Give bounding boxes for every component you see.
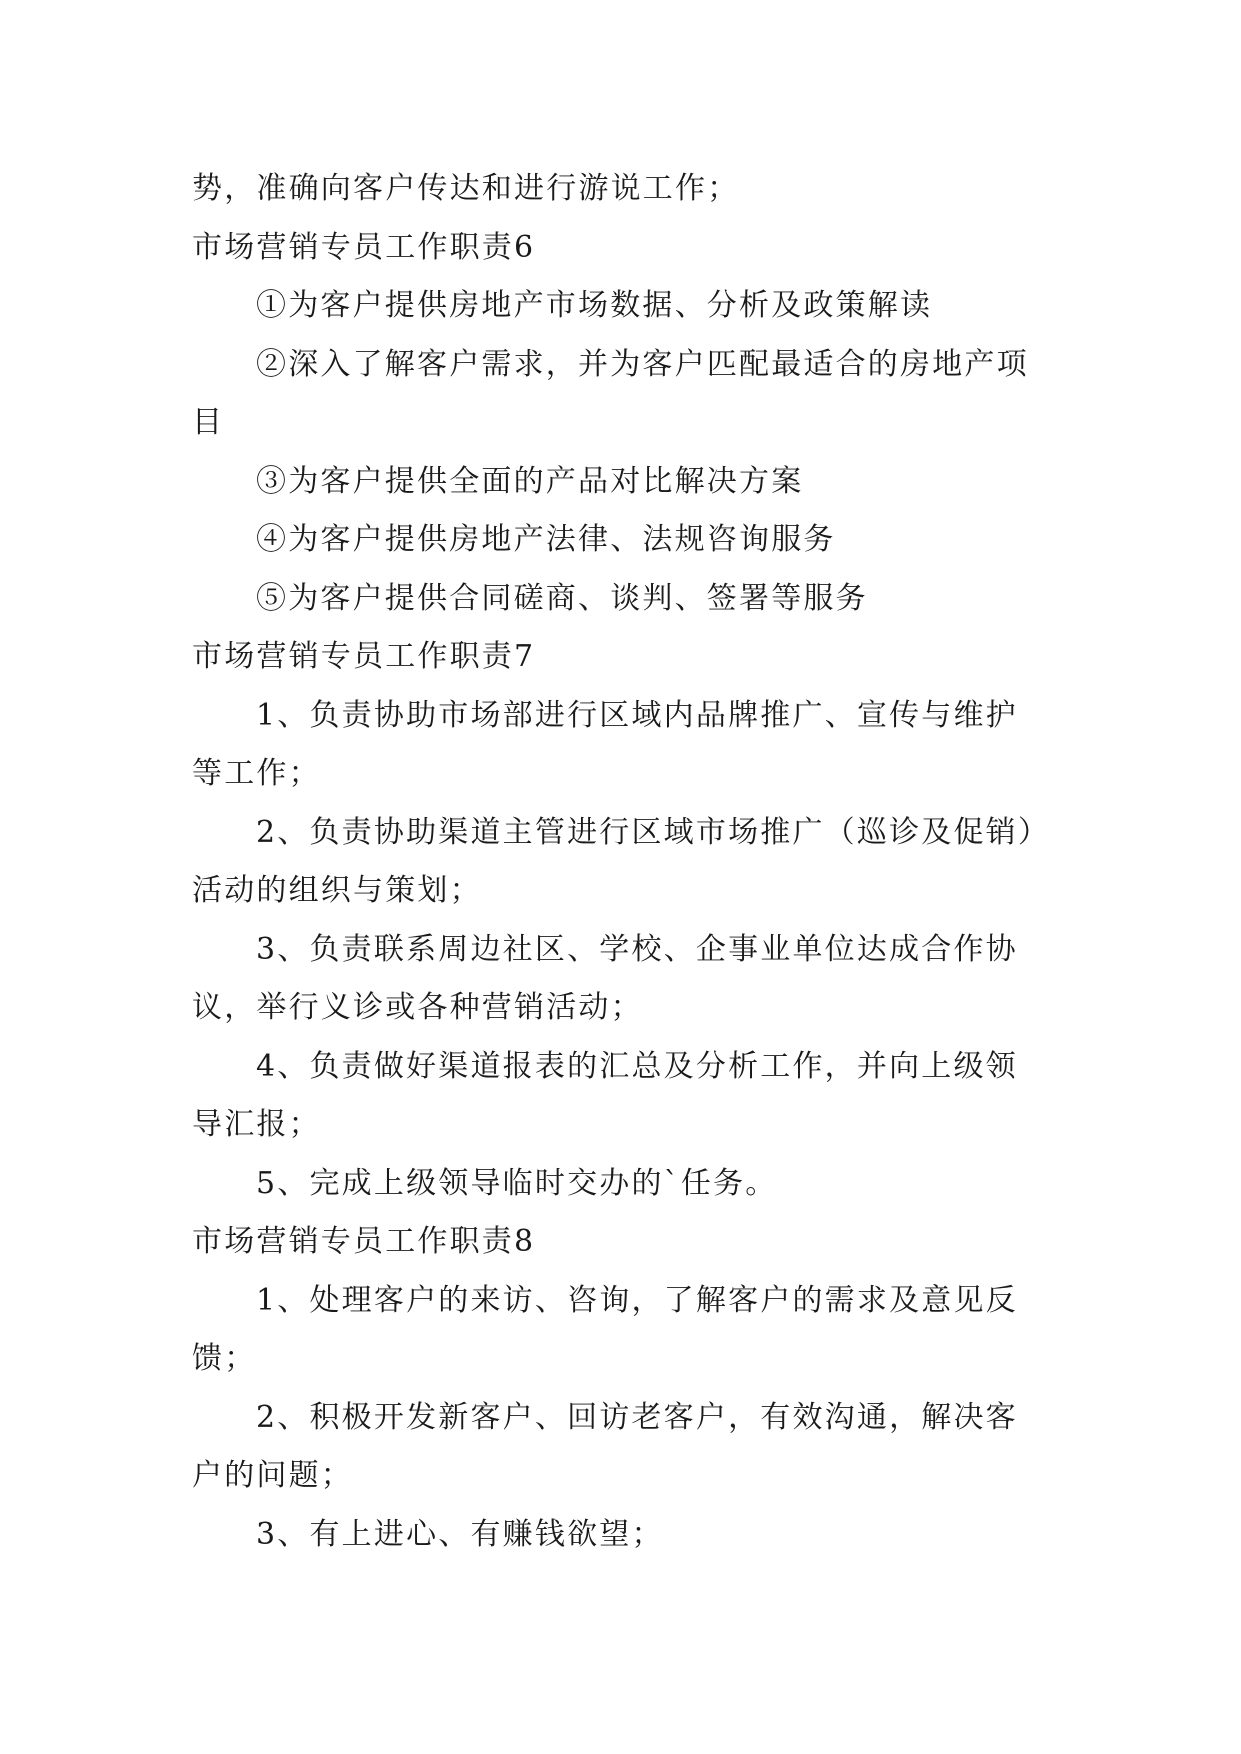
text-line: 4、负责做好渠道报表的汇总及分析工作，并向上级领 [256,1048,1018,1084]
text-line: 2、积极开发新客户、回访老客户，有效沟通，解决客 [256,1399,1018,1435]
text-line: 势，准确向客户传达和进行游说工作； [192,171,740,206]
text-line: 导汇报； [192,1107,321,1142]
text-line: 3、有上进心、有赚钱欲望； [256,1516,664,1552]
text-line: 等工作； [192,756,321,791]
text-line: 5、完成上级领导临时交办的`任务。 [256,1165,778,1201]
text-line: ②深入了解客户需求，并为客户匹配最适合的房地产项 [256,346,1029,382]
text-line: ③为客户提供全面的产品对比解决方案 [256,463,804,499]
text-line: ①为客户提供房地产市场数据、分析及政策解读 [256,288,933,323]
text-line: 馈； [192,1341,257,1376]
text-line: ⑤为客户提供合同磋商、谈判、签署等服务 [256,580,868,616]
text-line: 3、负责联系周边社区、学校、企事业单位达成合作协 [256,931,1018,967]
section-heading: 市场营销专员工作职责8 [192,1224,536,1259]
section-heading: 市场营销专员工作职责6 [192,229,536,265]
text-line: 2、负责协助渠道主管进行区域市场推广（巡诊及促销） [256,814,1051,850]
text-line: 1、处理客户的来访、咨询，了解客户的需求及意见反 [256,1282,1018,1318]
section-heading: 市场营销专员工作职责7 [192,639,536,674]
text-line: 议，举行义诊或各种营销活动； [192,990,643,1025]
document-body [192,160,1062,1564]
text-line: 活动的组织与策划； [192,873,482,908]
text-line: 1、负责协助市场部进行区域内品牌推广、宣传与维护 [256,697,1018,733]
text-line: 户的问题； [192,1458,353,1493]
text-line: ④为客户提供房地产法律、法规咨询服务 [256,522,836,557]
text-line: 目 [192,405,225,440]
